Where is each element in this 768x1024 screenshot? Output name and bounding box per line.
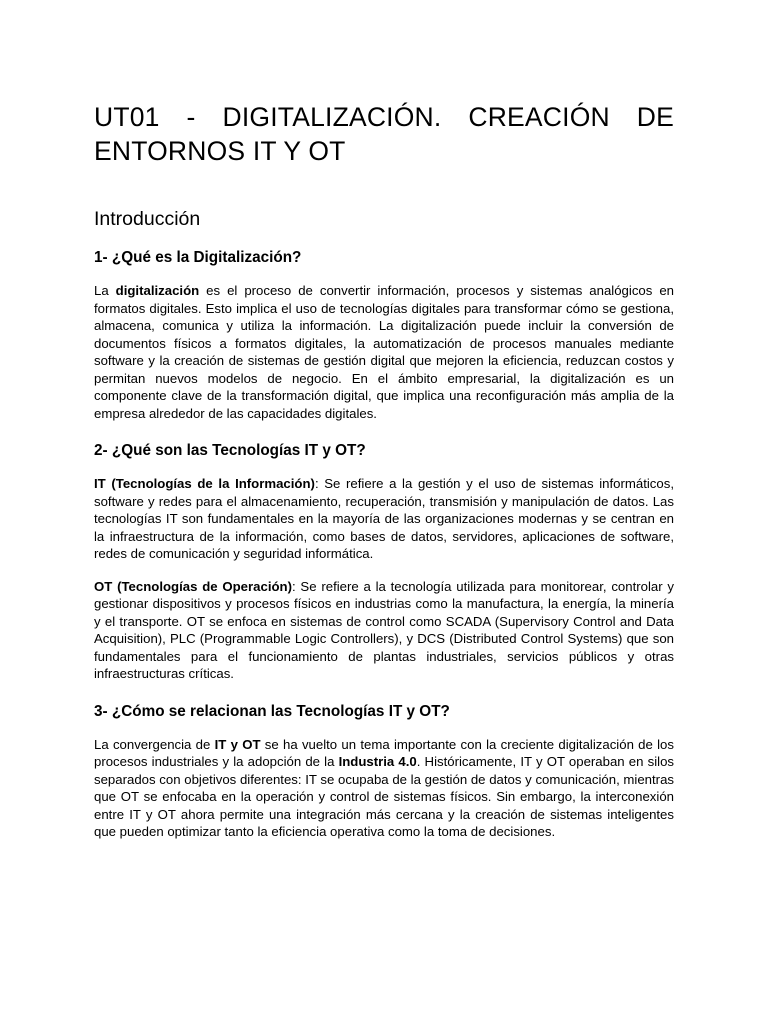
q3-text-2: se ha vuelto un tema importante con la creciente digitalización de los procesos industriales y la adopción de la [94,736,674,769]
q3-text-1: La convergencia de [94,736,215,752]
section-title-introduccion: Introducción [94,208,201,230]
q1-bold-term: digitalización [115,283,200,298]
q1-text-post: es el proceso de convertir información, procesos y sistemas analógicos en formatos digitales. Esto implica el uso de tecnologías digitales para transformar cómo se gestiona, almacena, comunica y utiliza la información. La digitalización puede incluir la conversión de documentos físicos a formatos digitales, la automatización de procesos manuales mediante software y la creación de sistemas de gestión digital que mejoren la eficiencia, reduzcan costos y permitan nuevos modelos de negocio. En el ámbito empresarial, la digitalización es un componente clave de la transformación digital, que implica una reconfiguración más amplia de la empresa alrededor de las capacidades digitales. [94,283,674,421]
ot-term: OT (Tecnologías de Operación) [94,578,292,594]
question-1-heading: 1- ¿Qué es la Digitalización? [94,249,302,266]
question-3-paragraph [94,736,674,841]
it-definition-text: : Se refiere a la gestión y el uso de sistemas informáticos, software y redes para el almacenamiento, recuperación, transmisión y manipulación de datos. Las tecnologías IT son fundamentales en la mayoría de las organizaciones modernas y se centran en la infraestructura de la información, como bases de datos, servidores, aplicaciones de software, redes de comunicación y seguridad informática. [94,476,674,561]
question-3-heading: 3- ¿Cómo se relacionan las Tecnologías IT y OT? [94,702,450,720]
q3-bold-it-ot: IT y OT [214,736,261,752]
q3-bold-industria: Industria 4.0 [338,754,417,769]
document-title: UT01 - DIGITALIZACIÓN. CREACIÓN DE ENTORNOS IT Y OT [94,102,674,166]
it-term: IT (Tecnologías de la Información) [94,476,315,491]
ot-definition-text: : Se refiere a la tecnología utilizada para monitorear, controlar y gestionar dispositivos y procesos físicos en industrias como la manufactura, la energía, la minería y el transporte. OT se enfoca en sistemas de control como SCADA (Supervisory Control and Data Acquisition), PLC (Programmable Logic Controllers), y DCS (Distributed Control Systems) que son fundamentales para el funcionamiento de plantas industriales, servicios públicos y otras infraestructuras críticas. [94,578,674,681]
q1-text-pre: La [94,283,116,298]
question-2-heading: 2- ¿Qué son las Tecnologías IT y OT? [94,442,366,459]
q3-text-3: . Históricamente, IT y OT operaban en silos separados con objetivos diferentes: IT se ocupaba de la gestión de datos y comunicación, mientras que OT se enfocaba en la operación y control de sistemas físicos. Sin embargo, la interconexión entre IT y OT ahora permite una integración más cercana y la creación de sistemas inteligentes que pueden optimizar tanto la eficiencia operativa como la toma de decisiones. [94,754,674,839]
question-1-paragraph [94,282,674,422]
ot-definition-paragraph [94,578,674,683]
it-definition-paragraph [94,475,674,563]
